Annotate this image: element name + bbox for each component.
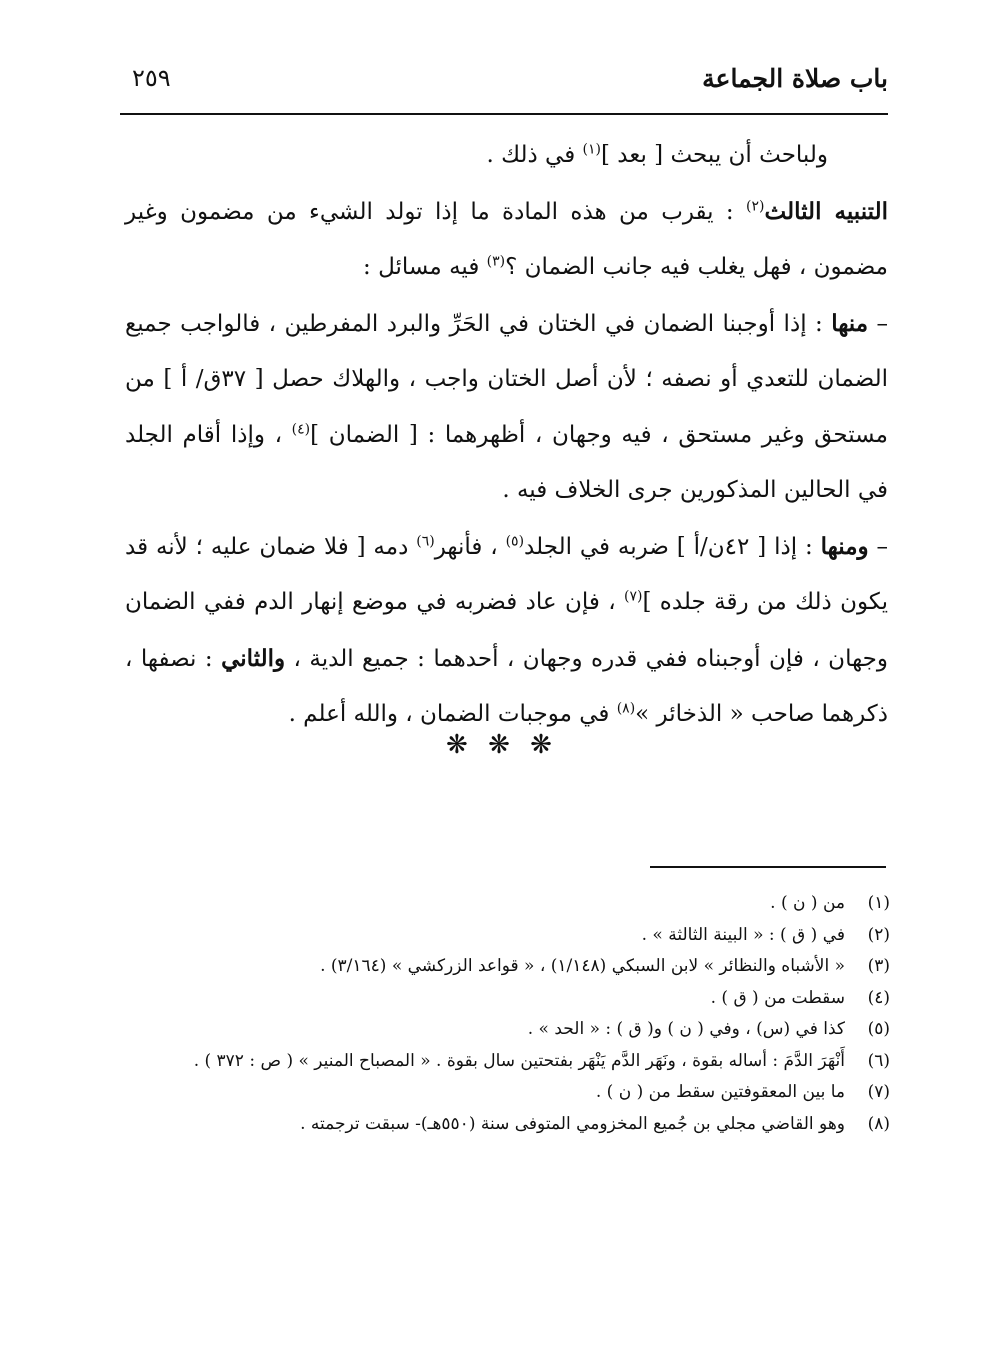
footnote-item <box>120 1077 890 1109</box>
section-ornament: ❋ ❋ ❋ <box>446 730 558 760</box>
footnote-item <box>120 888 890 920</box>
footnote-divider <box>650 866 886 868</box>
paragraph-1 <box>125 128 888 184</box>
footnote-ref: (٥) <box>505 532 525 549</box>
dash: – <box>868 533 889 560</box>
footnote-number: (٣) <box>867 956 890 976</box>
text-run: دمه [ فلا ضمان عليه ؛ لأنه قد يكون ذلك من رقة جلده ] <box>125 533 888 615</box>
text-run: ، فأنهر <box>434 533 506 560</box>
bold-keyword: منها <box>831 309 869 337</box>
text-run: في ذلك . <box>486 142 583 168</box>
footnote-text: في ( ق ) : « البينة الثالثة » . <box>641 924 845 945</box>
footnote-ref: (٧) <box>624 588 643 605</box>
text-run: ، فإن عاد فضربه في موضع إنهار الدم ففي الضمان وجهان ، فإن أوجبناه ففي قدره وجهان ، أحدهما : جميع الدية ، <box>125 589 889 672</box>
header-divider <box>120 113 888 115</box>
footnotes <box>120 888 890 1140</box>
text-run: : إذا أوجبنا الضمان في الختان في الحَرِّ والبرد المفرطين ، فالواجب جميع الضمان للتعدي أو نصفه ؛ لأن أصل الختان واجب ، والهلاك حصل [ ٣٧ق/ أ ] من مستحق وغير مستحق ، فيه وجهان ، أظهرهما : [ الضمان ] <box>125 310 889 448</box>
text-run: ، وإذا أقام الجلد في الحالين المذكورين جرى الخلاف فيه . <box>125 421 888 503</box>
footnote-text: سقطت من ( ق ) . <box>710 987 845 1008</box>
text-run: فيه مسائل : <box>363 254 487 280</box>
page-number: ٢٥٩ <box>132 64 171 92</box>
text-run: في موجبات الضمان ، والله أعلم . <box>288 701 617 727</box>
footnote-text: وهو القاضي مجلي بن جُميع المخزومي المتوفى سنة (٥٥٠هـ)- سبقت ترجمته . <box>300 1113 845 1134</box>
footnote-text: ما بين المعقوفتين سقط من ( ن ) . <box>595 1082 845 1102</box>
footnote-number: (٤) <box>867 987 890 1008</box>
text-run: : يقرب من هذه المادة ما إذا تولد الشيء من مضمون وغير مضمون ، فهل يغلب فيه جانب الضمان ؟ <box>125 198 888 280</box>
footnote-item <box>120 1109 890 1141</box>
footnote-ref: (١) <box>582 141 601 158</box>
page-header <box>120 58 888 102</box>
footnote-text: « الأشباه والنظائر » لابن السبكي (١/١٤٨) ، « قواعد الزركشي » (٣/١٦٤) . <box>320 956 845 976</box>
dash: – <box>868 310 888 337</box>
paragraph-2 <box>125 184 888 296</box>
footnote-item <box>120 1046 890 1078</box>
footnote-ref: (٦) <box>416 532 435 549</box>
footnote-item <box>120 983 890 1015</box>
text-run: : نصفها ، ذكرهما صاحب « الذخائر » <box>125 645 888 727</box>
text-run: ولباحث أن يبحث [ بعد ] <box>601 142 828 168</box>
bold-heading: التنبيه الثالث <box>764 197 888 225</box>
bold-keyword: والثاني <box>221 644 286 672</box>
footnote-text: أَنْهَرَ الدَّمَ : أساله بقوة ، ونَهَر الدَّم يَنْهَر بفتحتين سال بقوة . « المصباح المنير » ( ص : ٣٧٢ ) . <box>193 1050 845 1071</box>
footnote-number: (٢) <box>867 924 890 945</box>
footnote-number: (٧) <box>867 1082 890 1102</box>
footnote-text: من ( ن ) . <box>770 893 845 913</box>
footnote-item <box>120 920 890 952</box>
footnote-item <box>120 1014 890 1046</box>
footnote-item <box>120 951 890 983</box>
footnote-ref: (٢) <box>746 197 765 214</box>
footnote-number: (١) <box>867 893 890 913</box>
bold-keyword: ومنها <box>820 532 869 560</box>
footnote-text: كذا في (س) ، وفي ( ن ) و( ق ) : « الحد » . <box>527 1019 845 1039</box>
footnote-ref: (٨) <box>616 700 636 717</box>
footnote-ref: (٣) <box>486 253 506 270</box>
text-run: : إذا [ ٤٢ن/أ ] ضربه في الجلد <box>524 533 821 560</box>
footnote-number: (٦) <box>867 1050 890 1071</box>
paragraph-4 <box>125 519 888 743</box>
main-text <box>125 128 888 743</box>
footnote-number: (٥) <box>867 1019 890 1039</box>
footnote-ref: (٤) <box>291 420 311 437</box>
footnote-number: (٨) <box>867 1113 890 1134</box>
chapter-title: باب صلاة الجماعة <box>702 64 888 93</box>
paragraph-3 <box>125 296 888 519</box>
